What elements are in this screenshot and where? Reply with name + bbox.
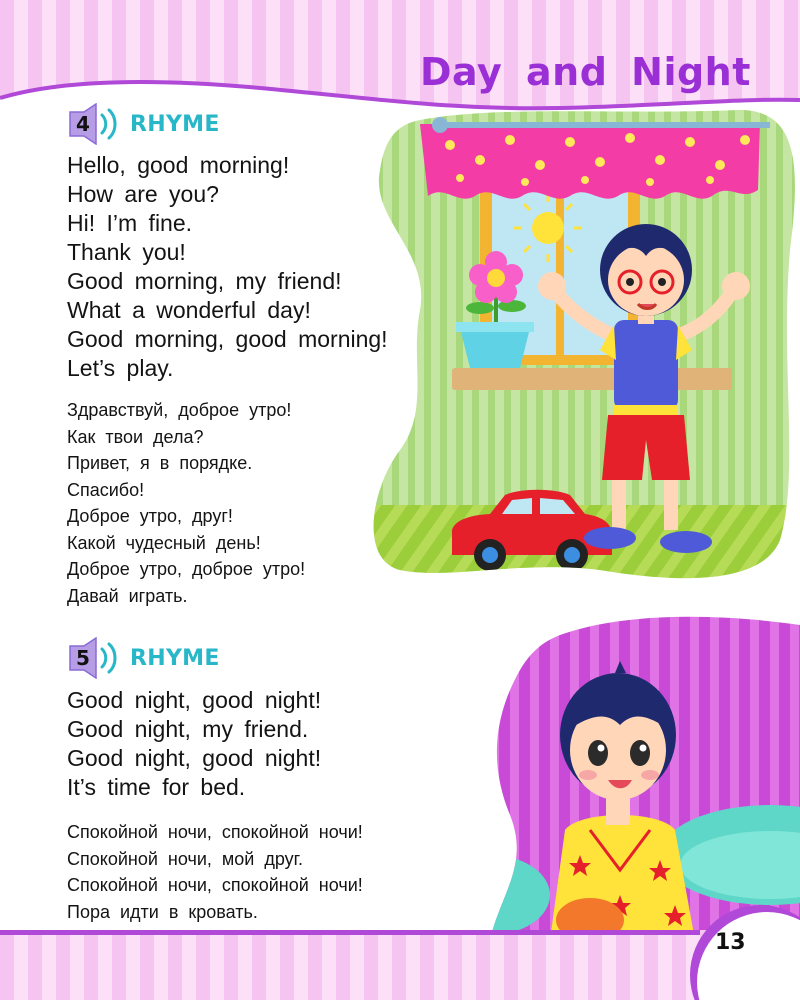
translation-line: Давай играть. [67,585,188,606]
verse-line: Good night, good night! [67,745,322,771]
verse-line: What a wonderful day! [67,297,311,323]
translation-line: Здравствуй, доброе утро! [67,400,292,420]
rhyme-5-english [67,686,321,802]
rhyme-number: 5 [76,646,90,670]
verse-line: Let’s play. [67,355,174,381]
speaker-icon[interactable] [66,103,124,145]
verse-line: Good night, good night! [67,687,322,713]
translation-line: Спокойной ночи, спокойной ночи! [67,822,363,842]
verse-line: Good morning, good morning! [67,326,388,352]
translation-line: Спокойной ночи, мой друг. [67,848,304,869]
page-title: Day and Night [420,50,751,94]
night-illustration [470,615,800,940]
verse-line: Hi! I’m fine. [67,210,193,236]
rhyme-label: RHYME [130,111,220,137]
translation-line: Спокойной ночи, спокойной ночи! [67,875,363,895]
rhyme-number: 4 [76,112,90,136]
morning-illustration [360,110,800,610]
translation-line: Как твои дела? [67,426,204,447]
rhyme-4-english [67,151,388,383]
verse-line: It’s time for bed. [67,774,246,800]
rhyme-4-russian [67,397,305,609]
verse-line: Thank you! [67,239,186,265]
verse-line: How are you? [67,181,219,207]
verse-line: Good morning, my friend! [67,268,342,294]
footer-stripes [0,930,800,1000]
translation-line: Спасибо! [67,479,145,500]
translation-line: Доброе утро, доброе утро! [67,559,306,579]
translation-line: Привет, я в порядке. [67,453,253,473]
translation-line: Пора идти в кровать. [67,901,258,922]
rhyme-4-header [66,103,220,145]
rhyme-5-russian [67,819,363,925]
rhyme-5-header [66,637,220,679]
footer-divider [0,930,700,935]
translation-line: Доброе утро, друг! [67,506,233,526]
page-number: 13 [715,930,746,955]
verse-line: Good night, my friend. [67,716,309,742]
translation-line: Какой чудесный день! [67,532,261,553]
rhyme-label: RHYME [130,645,220,671]
speaker-icon[interactable] [66,637,124,679]
verse-line: Hello, good morning! [67,152,290,178]
